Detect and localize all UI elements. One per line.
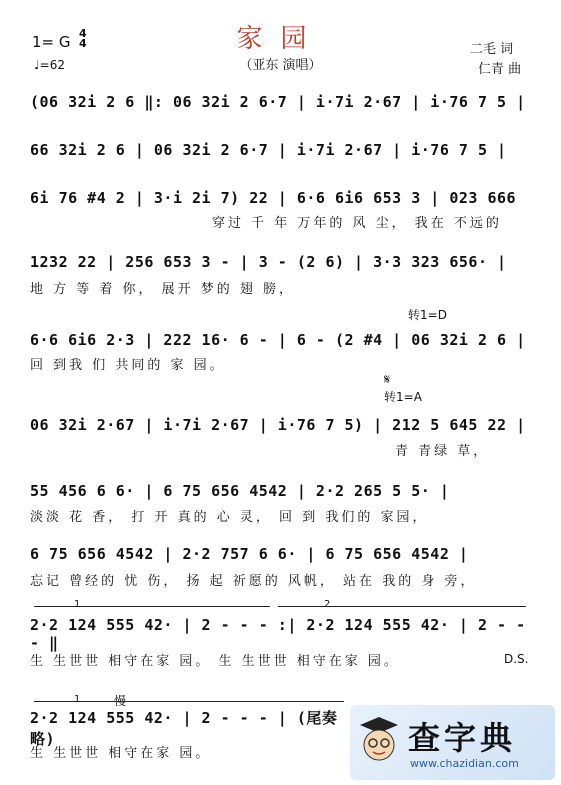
notation-row: (06 32i 2 6 ‖: 06 32i 2 6·7 | i·7i 2·67 | i·76 7 5 | <box>30 93 526 111</box>
lyric-row: 忘记 曾经的 忧 伤， 扬 起 祈愿的 风帆， 站在 我的 身 旁， <box>30 574 477 589</box>
tempo-marking: ♩=62 <box>34 58 65 72</box>
time-signature <box>79 29 87 49</box>
volta-bracket-2 <box>278 606 526 607</box>
ds-mark: D.S. <box>504 652 529 666</box>
notation-row: 06 32i 2·67 | i·7i 2·67 | i·76 7 5) | 212 5 645 22 | <box>30 416 526 434</box>
volta-number-1: 1 <box>74 599 81 610</box>
segno-mark: 𝄋 <box>384 372 391 388</box>
notation-row: 2·2 124 555 42· | 2 - - - :| 2·2 124 555 42· | 2 - - - ‖ <box>30 616 526 652</box>
volta-bracket-1 <box>34 606 270 607</box>
lyric-row: 回 到我 们 共同的 家 园。 <box>30 358 226 373</box>
volta-number-3: 1 <box>74 694 81 705</box>
notation-row: 1232 22 | 256 653 3 - | 3 - (2 6) | 3·3 323 656· | <box>30 253 507 271</box>
volta-number-2: 2 <box>324 599 331 610</box>
slow-mark: 慢 <box>114 694 127 708</box>
modulation-mark: 转1=D <box>408 308 447 322</box>
watermark-url: www.chazidian.com <box>410 757 519 770</box>
notation-row: 6i 76 #4 2 | 3·i 2i 7) 22 | 6·6 6i6 653 3 | 023 666 <box>30 189 517 207</box>
lyric-row: 穿过 千 年 万年的 风 尘， 我在 不远的 <box>212 216 502 231</box>
time-top: 4 <box>79 27 87 40</box>
notation-row: 66 32i 2 6 | 06 32i 2 6·7 | i·7i 2·67 | i·76 7 5 | <box>30 141 507 159</box>
notation-row: 2·2 124 555 42· | 2 - - - | (尾奏略) <box>30 709 338 748</box>
watermark-logo <box>350 705 555 780</box>
coda-bracket <box>34 701 344 702</box>
watermark-brand: 查字典 <box>408 719 517 757</box>
lyric-row: 青 青绿 草， <box>395 444 490 459</box>
lyric-row: 生 生世世 相守在家 园。 <box>30 746 212 761</box>
lyric-row: 淡淡 花 香， 打 开 真的 心 灵， 回 到 我们的 家园， <box>30 510 429 525</box>
notation-row: 6 75 656 4542 | 2·2 757 6 6· | 6 75 656 4542 | <box>30 545 469 563</box>
notation-row: 55 456 6 6· | 6 75 656 4542 | 2·2 265 5 5· | <box>30 482 450 500</box>
mascot-icon <box>356 715 402 765</box>
page-title: 家园 <box>236 24 325 54</box>
page-subtitle: （亚东 演唱） <box>239 58 322 73</box>
lyricist-credit: 二毛 词 <box>470 42 514 57</box>
modulation-mark: 转1=A <box>384 390 422 404</box>
notation-row: 6·6 6i6 2·3 | 222 16· 6 - | 6 - (2 #4 | 06 32i 2 6 | <box>30 331 526 349</box>
composer-credit: 仁青 曲 <box>478 62 522 77</box>
key-signature: 1= G <box>32 33 71 51</box>
lyric-row: 地 方 等 着 你， 展开 梦的 翅 膀， <box>30 282 296 297</box>
lyric-row: 生 生世世 相守在家 园。 生 生世世 相守在家 园。 <box>30 654 400 669</box>
time-bottom: 4 <box>79 37 87 50</box>
